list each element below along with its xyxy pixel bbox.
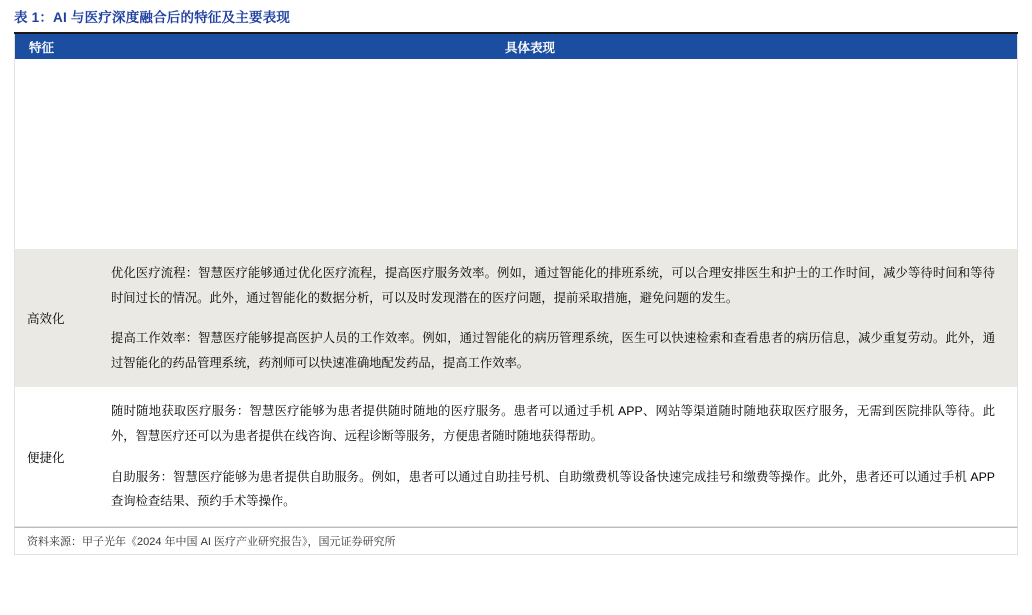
cell-detail (103, 387, 1017, 525)
table-header-row (15, 34, 1017, 59)
cell-feature (15, 59, 103, 249)
table-row (15, 387, 1017, 525)
cell-detail (103, 59, 1017, 249)
cell-feature: 高效化 (27, 312, 65, 327)
page-title: 表 1：AI 与医疗深度融合后的特征及主要表现 (14, 10, 291, 25)
source-note: 资料来源：甲子光年《2024 年中国 AI 医疗产业研究报告》，国元证券研究所 (14, 527, 1018, 555)
detail-paragraph: 提高工作效率：智慧医疗能够提高医护人员的工作效率。例如，通过智能化的病历管理系统，医生可以快速检索和查看患者的病历信息，减少重复劳动。此外，通过智能化的药品管理系统，药剂师可以快速准确地配发药品，提高工作效率。 (111, 331, 995, 370)
detail-paragraph: 随时随地获取医疗服务：智慧医疗能够为患者提供随时随地的医疗服务。患者可以通过手机 APP、网站等渠道随时随地获取医疗服务，无需到医院排队等待。此外，智慧医疗还可以为患者提供在线咨询、远程诊断等服务，方便患者随时随地获得帮助。 (111, 404, 995, 443)
column-header-feature: 特征 (29, 40, 55, 55)
detail-paragraph: 自助服务：智慧医疗能够为患者提供自助服务。例如，患者可以通过自助挂号机、自助缴费机等设备快速完成挂号和缴费等操作。此外，患者还可以通过手机 APP 查询检查结果、预约手术等操作。 (111, 469, 995, 509)
feature-table (14, 34, 1018, 527)
detail-paragraph: 优化医疗流程：智慧医疗能够通过优化医疗流程，提高医疗服务效率。例如，通过智能化的排班系统，可以合理安排医生和护士的工作时间，减少等待时间和等待时间过长的情况。此外，通过智能化的数据分析，可以及时发现潜在的医疗问题，提前采取措施，避免问题的发生。 (111, 266, 995, 305)
table-row (15, 249, 1017, 387)
cell-detail (103, 249, 1017, 387)
cell-feature: 便捷化 (27, 450, 65, 465)
column-header-detail: 具体表现 (504, 40, 555, 55)
table-row (15, 59, 1017, 249)
